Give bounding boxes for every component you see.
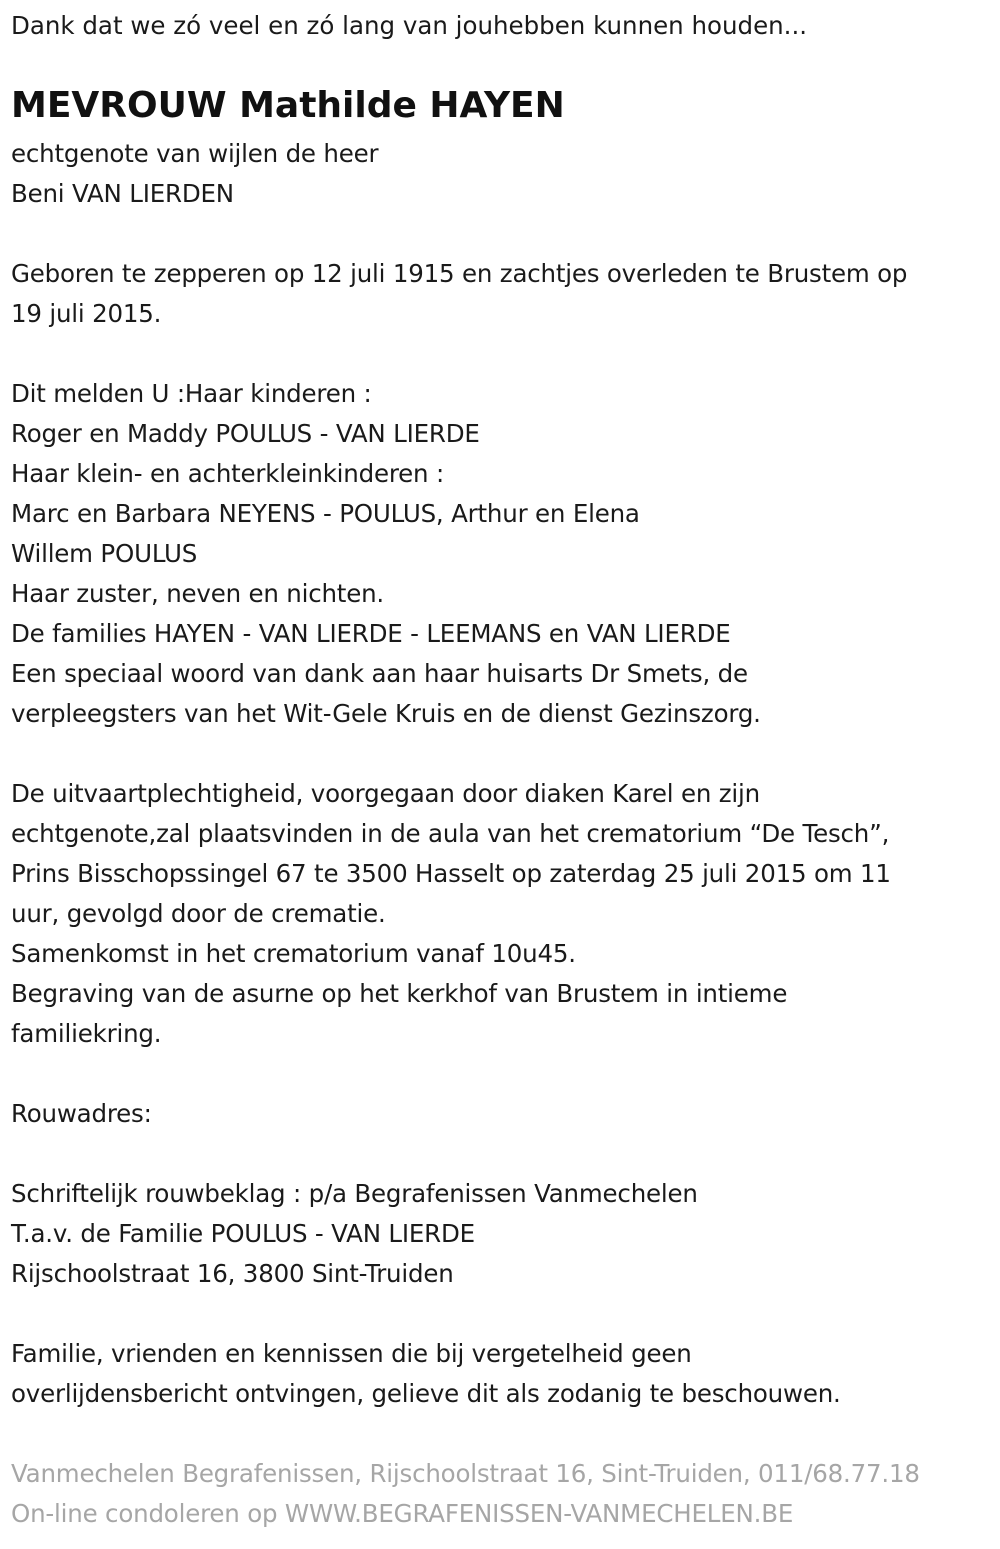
birth-death-line: Geboren te zepperen op 12 juli 1915 en zachtjes overleden te Brustem op — [11, 259, 908, 288]
birth-death-block — [11, 254, 991, 334]
footer-funeral-home: Vanmechelen Begrafenissen, Rijschoolstraat 16, Sint-Truiden, 011/68.77.18 — [11, 1459, 920, 1488]
family-line: Dit melden U :Haar kinderen : — [11, 379, 372, 408]
ceremony-line: echtgenote,zal plaatsvinden in de aula van het crematorium “De Tesch”, — [11, 819, 890, 848]
family-line: Haar zuster, neven en nichten. — [11, 579, 384, 608]
family-line: Marc en Barbara NEYENS - POULUS, Arthur en Elena — [11, 499, 640, 528]
family-line: Willem POULUS — [11, 539, 198, 568]
family-line: Roger en Maddy POULUS - VAN LIERDE — [11, 419, 480, 448]
spacer — [11, 1294, 991, 1334]
closing-note-line: Familie, vrienden en kennissen die bij vergetelheid geen — [11, 1339, 692, 1368]
family-block — [11, 374, 991, 734]
family-line: Een speciaal woord van dank aan haar huisarts Dr Smets, de — [11, 659, 748, 688]
family-line: Haar klein- en achterkleinkinderen : — [11, 459, 445, 488]
intro-line: Dank dat we zó veel en zó lang van jouhebben kunnen houden... — [11, 11, 808, 40]
mourning-address-label: Rouwadres: — [11, 1099, 152, 1128]
obituary-content — [11, 6, 991, 1534]
ceremony-line: familiekring. — [11, 1019, 162, 1048]
birth-death-line: 19 juli 2015. — [11, 299, 162, 328]
spouse-line: echtgenote van wijlen de heer — [11, 139, 379, 168]
condolence-address-line: Rijschoolstraat 16, 3800 Sint-Truiden — [11, 1259, 454, 1288]
spacer — [11, 334, 991, 374]
ceremony-line: De uitvaartplechtigheid, voorgegaan door diaken Karel en zijn — [11, 779, 760, 808]
spacer — [11, 1054, 991, 1094]
spacer — [11, 214, 991, 254]
closing-note-block — [11, 1334, 991, 1414]
family-line: De families HAYEN - VAN LIERDE - LEEMANS en VAN LIERDE — [11, 619, 731, 648]
spouse-block — [11, 134, 991, 214]
ceremony-block — [11, 774, 991, 1054]
ceremony-line: Begraving van de asurne op het kerkhof van Brustem in intieme — [11, 979, 788, 1008]
spouse-line: Beni VAN LIERDEN — [11, 179, 234, 208]
spacer — [11, 1134, 991, 1174]
footer-online-condolence: On-line condoleren op WWW.BEGRAFENISSEN-VANMECHELEN.BE — [11, 1499, 794, 1528]
footer-block — [11, 1454, 991, 1534]
spacer — [11, 1414, 991, 1454]
condolence-address-line: T.a.v. de Familie POULUS - VAN LIERDE — [11, 1219, 475, 1248]
ceremony-line: Prins Bisschopssingel 67 te 3500 Hasselt op zaterdag 25 juli 2015 om 11 — [11, 859, 891, 888]
ceremony-line: Samenkomst in het crematorium vanaf 10u45. — [11, 939, 576, 968]
condolence-address-line: Schriftelijk rouwbeklag : p/a Begrafenissen Vanmechelen — [11, 1179, 698, 1208]
family-line: verpleegsters van het Wit-Gele Kruis en de dienst Gezinszorg. — [11, 699, 761, 728]
ceremony-line: uur, gevolgd door de crematie. — [11, 899, 386, 928]
condolence-address-block — [11, 1174, 991, 1294]
spacer — [11, 734, 991, 774]
deceased-name: MEVROUW Mathilde HAYEN — [11, 85, 565, 126]
closing-note-line: overlijdensbericht ontvingen, gelieve dit als zodanig te beschouwen. — [11, 1379, 841, 1408]
